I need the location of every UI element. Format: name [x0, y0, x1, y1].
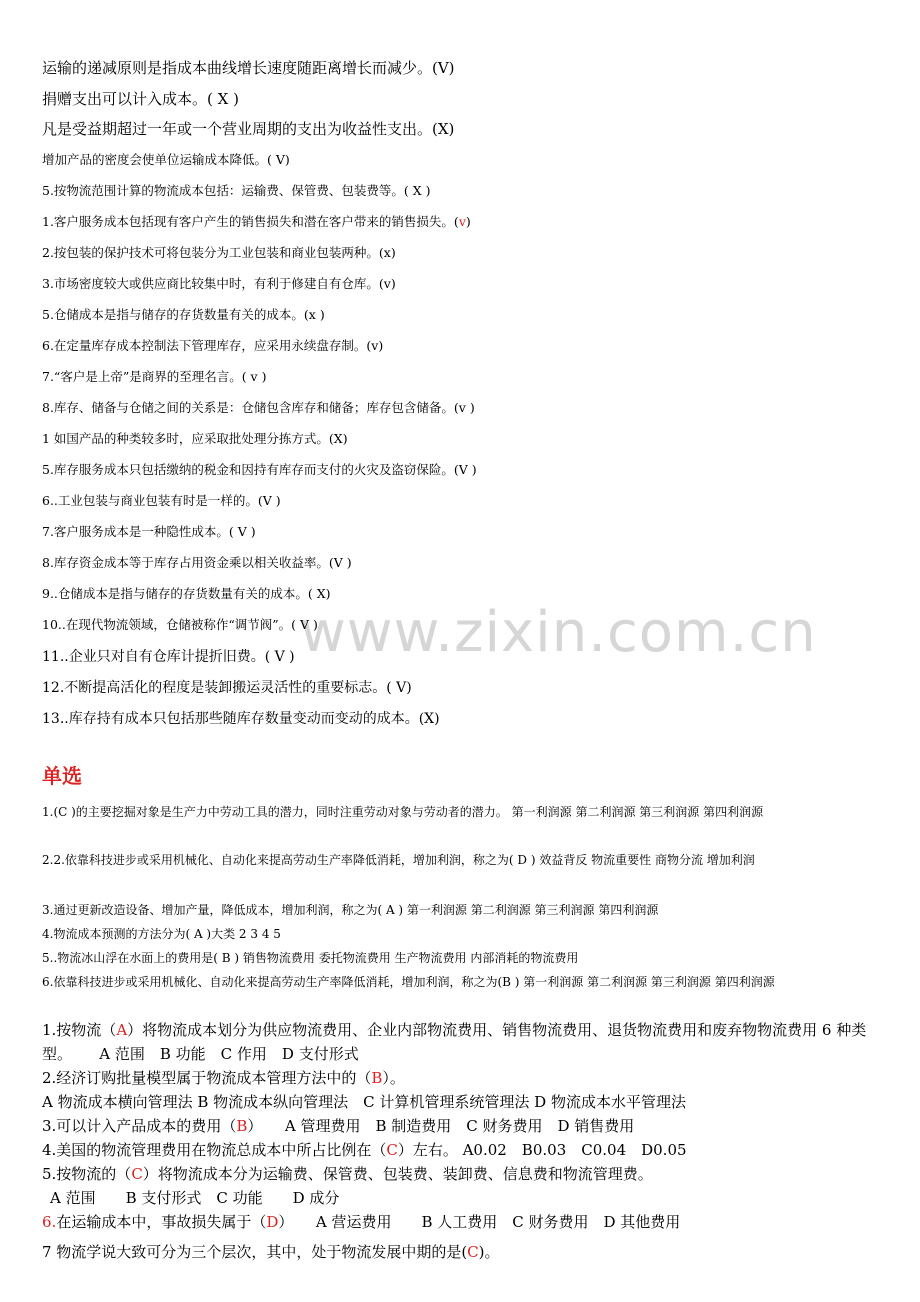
- tf-item: [42, 646, 295, 666]
- tf-item: [42, 118, 454, 139]
- mc6-answer: D: [266, 1213, 279, 1231]
- tf-item: [42, 305, 325, 323]
- mc-small-item: 5..物流冰山浮在水面上的费用是( B ) 销售物流费用 委托物流费用 生产物流费用 内部消耗的物流费用: [42, 951, 579, 965]
- tf-item-text: 9..仓储成本是指与储存的存货数量有关的成本。( X): [42, 586, 331, 601]
- mc-small-item: 2.2.依靠科技进步或采用机械化、自动化来提高劳动生产率降低消耗，增加利润，称之为( D ) 效益背反 物流重要性 商物分流 增加利润: [42, 853, 755, 867]
- mc3-options: ） A 管理费用 B 制造费用 C 财务费用 D 销售费用: [247, 1117, 635, 1135]
- mc7-question: 7 物流学说大致可分为三个层次，其中，处于物流发展中期的是(: [42, 1243, 468, 1261]
- tf-item-text: 10..在现代物流领域，仓储被称作“调节阀”。( V ): [42, 617, 318, 632]
- tf-item: [42, 150, 290, 168]
- mc4-answer: C: [386, 1141, 398, 1159]
- mc5-tail: ）将物流成本分为运输费、保管费、包装费、装卸费、信息费和物流管理费。: [142, 1165, 653, 1183]
- mc2-answer: B: [371, 1069, 383, 1087]
- tf-item-text: 7.“客户是上帝”是商界的至理名言。( v ): [42, 369, 267, 384]
- tf-item-text: 2.按包装的保护技术可将包装分为工业包装和商业包装两种。(x): [42, 245, 396, 260]
- tf-item-text: 1.客户服务成本包括现有客户产生的销售损失和潜在客户带来的销售损失。(: [42, 214, 459, 229]
- tf-item-text: 8.库存资金成本等于库存占用资金乘以相关收益率。(V ): [42, 555, 352, 570]
- tf-item: [42, 522, 256, 540]
- tf-item: [42, 88, 239, 109]
- tf-item: [42, 243, 396, 261]
- mc4-options: ）左右。 A0.02 B0.03 C0.04 D0.05: [397, 1141, 687, 1159]
- tf-item: [42, 367, 266, 385]
- watermark: www.zixin.com.cn: [300, 600, 817, 665]
- mc-item-1: [42, 1018, 888, 1066]
- tf-item-text: 5.按物流范围计算的物流成本包括：运输费、保管费、包装费等。( X ): [42, 183, 431, 198]
- tf-item: [42, 677, 412, 697]
- tf-item: [42, 57, 455, 78]
- tf-item: [42, 398, 475, 416]
- tf-item-text: 5.仓储成本是指与储存的存货数量有关的成本。(x ): [42, 307, 325, 322]
- tf-item-text: 凡是受益期超过一年或一个营业周期的支出为收益性支出。(X): [42, 120, 455, 138]
- mc1-answer: A: [116, 1021, 128, 1039]
- tf-item-text: 11..企业只对自有仓库计提折旧费。( V ): [42, 649, 295, 665]
- section-title: 单选: [42, 764, 82, 788]
- mc2-tail: ）。: [382, 1069, 405, 1087]
- mc7-answer: C: [467, 1243, 479, 1261]
- tf-item-text: 5.库存服务成本只包括缴纳的税金和因持有库存而支付的火灾及盗窃保险。(V ): [42, 462, 477, 477]
- tf-item-text: 1 如国产品的种类较多时，应采取批处理分拣方式。(X): [42, 431, 348, 446]
- mc5-answer: C: [131, 1165, 143, 1183]
- tf-item: [42, 708, 440, 728]
- mc6-question: 在运输成本中，事故损失属于（: [56, 1213, 267, 1231]
- tf-item-text: 13..库存持有成本只包括那些随库存数量变动而变动的成本。(X): [42, 711, 440, 727]
- tf-item: [42, 212, 471, 230]
- tf-item-text: 12.不断提高活化的程度是装卸搬运灵活性的重要标志。( V): [42, 680, 412, 696]
- mc6-number: 6.: [42, 1213, 57, 1231]
- tf-item: [42, 615, 318, 633]
- tf-item: [42, 584, 331, 602]
- mc-small-item: 4.物流成本预测的方法分为( A )大类 2 3 4 5: [42, 927, 281, 941]
- mc3-question: 3.可以计入产品成本的费用（: [42, 1117, 237, 1135]
- mc-item-6: [42, 1211, 680, 1232]
- tf-item-text: 3.市场密度较大或供应商比较集中时，有利于修建自有仓库。(v): [42, 276, 396, 291]
- tf-item: [42, 274, 396, 292]
- mc-item-5: [42, 1163, 653, 1184]
- mc-item-3: [42, 1115, 634, 1136]
- mc2-question: 2.经济订购批量模型属于物流成本管理方法中的（: [42, 1069, 372, 1087]
- tf-item-text: 6..工业包装与商业包装有时是一样的。(V ): [42, 493, 281, 508]
- mc-item-2: [42, 1067, 405, 1088]
- tf-item: [42, 181, 431, 199]
- mc-item-7: [42, 1241, 500, 1262]
- mc6-options: ） A 营运费用 B 人工费用 C 财务费用 D 其他费用: [278, 1213, 681, 1231]
- tf-item-tail: ): [465, 214, 471, 229]
- mc-small-item: 6.依靠科技进步或采用机械化、自动化来提高劳动生产率降低消耗，增加利润，称之为(B ) 第一利润源 第二利润源 第三利润源 第四利润源: [42, 975, 775, 989]
- tf-item: [42, 553, 352, 571]
- mc-small-item: 3.通过更新改造设备、增加产量，降低成本，增加利润，称之为( A ) 第一利润源 第二利润源 第三利润源 第四利润源: [42, 903, 659, 917]
- tf-item: [42, 460, 477, 478]
- mc-item-4: [42, 1139, 687, 1160]
- tf-item-text: 7.客户服务成本是一种隐性成本。( V ): [42, 524, 256, 539]
- tf-item: [42, 491, 281, 509]
- mc1-options: ）将物流成本划分为供应物流费用、企业内部物流费用、销售物流费用、退货物流费用和废弃物物流费用 6 种类型。 A 范围 B 功能 C 作用 D 支付形式: [42, 1021, 867, 1063]
- mc5-question: 5.按物流的（: [42, 1165, 132, 1183]
- mc2-options: A 物流成本横向管理法 B 物流成本纵向管理法 C 计算机管理系统管理法 D 物流成本水平管理法: [42, 1093, 686, 1111]
- mc4-question: 4.美国的物流管理费用在物流总成本中所占比例在（: [42, 1141, 387, 1159]
- mc7-tail: )。: [478, 1243, 500, 1261]
- mc-small-item: 1.(C )的主要挖掘对象是生产力中劳动工具的潜力，同时注重劳动对象与劳动者的潜力。 第一利润源 第二利润源 第三利润源 第四利润源: [42, 805, 764, 819]
- tf-item-text: 8.库存、储备与仓储之间的关系是：仓储包含库存和储备；库存包含储备。(v ): [42, 400, 475, 415]
- tf-item: [42, 429, 348, 447]
- tf-item-text: 6.在定量库存成本控制法下管理库存，应采用永续盘存制。(v): [42, 338, 384, 353]
- mc3-answer: B: [236, 1117, 248, 1135]
- tf-item-text: 增加产品的密度会使单位运输成本降低。( V): [42, 152, 290, 167]
- tf-item-answer: v: [458, 214, 466, 229]
- tf-item-text: 捐赠支出可以计入成本。( X ): [42, 90, 239, 108]
- tf-item: [42, 336, 383, 354]
- mc5-options: A 范围 B 支付形式 C 功能 D 成分: [50, 1189, 340, 1207]
- mc1-question: 1.按物流（: [42, 1021, 117, 1039]
- tf-item-text: 运输的递减原则是指成本曲线增长速度随距离增长而减少。(V): [42, 59, 455, 77]
